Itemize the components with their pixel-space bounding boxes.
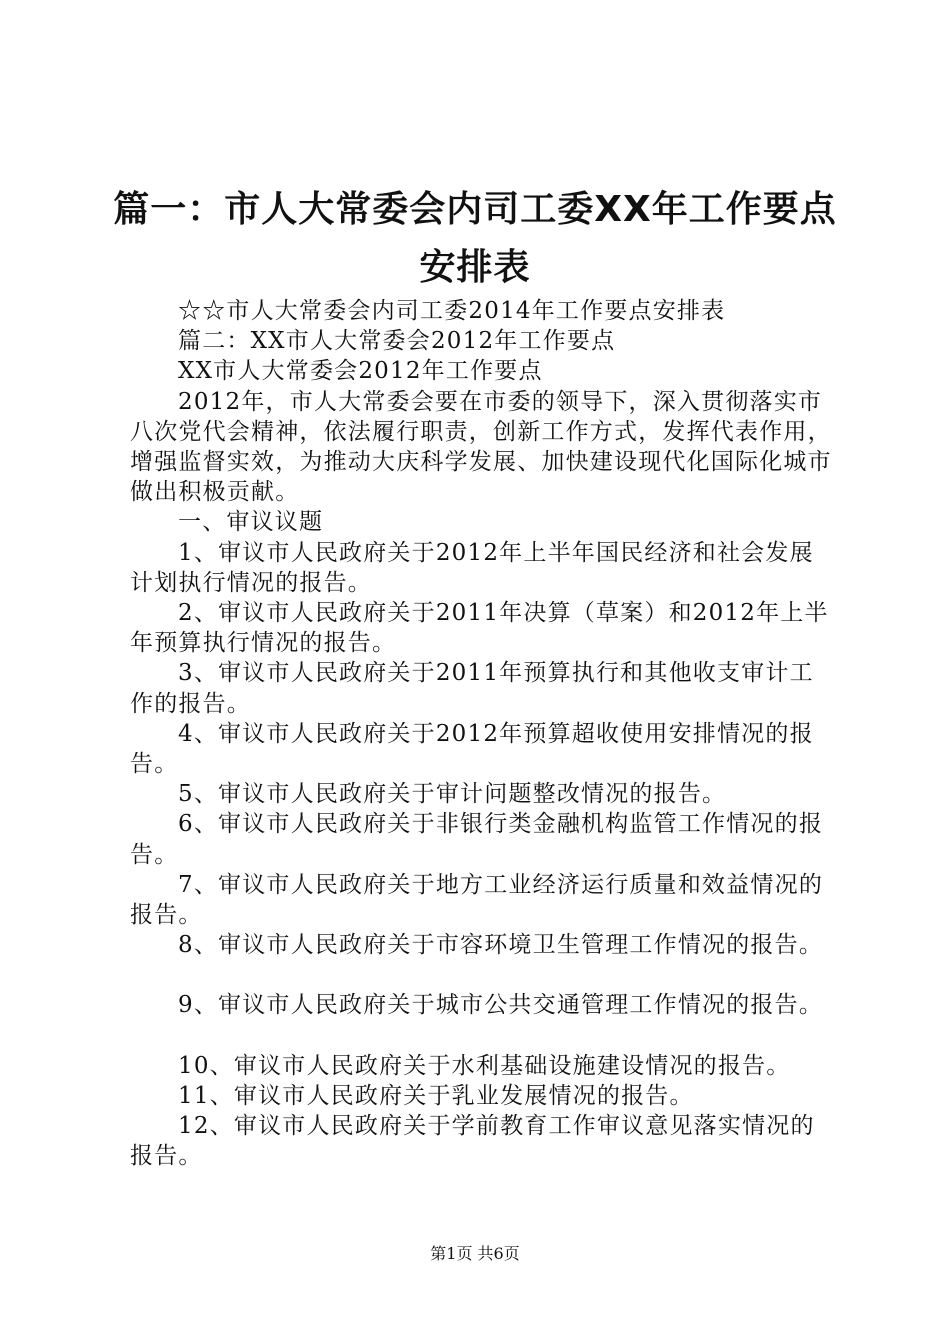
paragraph: 篇二：XX市人大常委会2012年工作要点 (178, 328, 616, 355)
list-item: 7、审议市人民政府关于地方工业经济运行质量和效益情况的报告。 (130, 871, 824, 929)
section-heading: 一、审议议题 (178, 509, 324, 536)
page-footer: 第1页 共6页 (430, 1244, 520, 1263)
paragraph: 2012年，市人大常委会要在市委的领导下，深入贯彻落实市八次党代会精神，依法履行职责，创新工作方式，发挥代表作用，增强监督实效，为推动大庆科学发展、加快建设现代化国际化城市做出积极贡献。 (130, 388, 832, 506)
paragraph: ☆☆市人大常委会内司工委2014年工作要点安排表 (178, 298, 726, 324)
list-item: 12、审议市人民政府关于学前教育工作审议意见落实情况的报告。 (130, 1113, 815, 1170)
list-item: 4、审议市人民政府关于2012年预算超收使用安排情况的报告。 (130, 720, 814, 778)
list-item: 10、审议市人民政府关于水利基础设施建设情况的报告。 (178, 1052, 791, 1079)
list-item: 2、审议市人民政府关于2011年决算（草案）和2012年上半年预算执行情况的报告。 (130, 600, 829, 657)
list-item: 6、审议市人民政府关于非银行类金融机构监管工作情况的报告。 (130, 811, 824, 868)
list-item: 5、审议市人民政府关于审计问题整改情况的报告。 (178, 781, 727, 808)
list-item: 9、审议市人民政府关于城市公共交通管理工作情况的报告。 (178, 992, 824, 1019)
blank-line (130, 1021, 835, 1051)
list-item: 3、审议市人民政府关于2011年预算执行和其他收支审计工作的报告。 (130, 660, 814, 717)
document-title-line-2: 安排表 (419, 247, 531, 288)
document-body (130, 296, 835, 1171)
list-item: 11、审议市人民政府关于乳业发展情况的报告。 (178, 1082, 694, 1109)
list-item: 8、审议市人民政府关于市容环境卫生管理工作情况的报告。 (178, 932, 824, 959)
paragraph: XX市人大常委会2012年工作要点 (178, 358, 543, 385)
blank-line (130, 960, 835, 990)
list-item: 1、审议市人民政府关于2012年上半年国民经济和社会发展计划执行情况的报告。 (130, 539, 814, 596)
document-title-line-1: 篇一：市人大常委会内司工委XX年工作要点 (113, 189, 837, 230)
